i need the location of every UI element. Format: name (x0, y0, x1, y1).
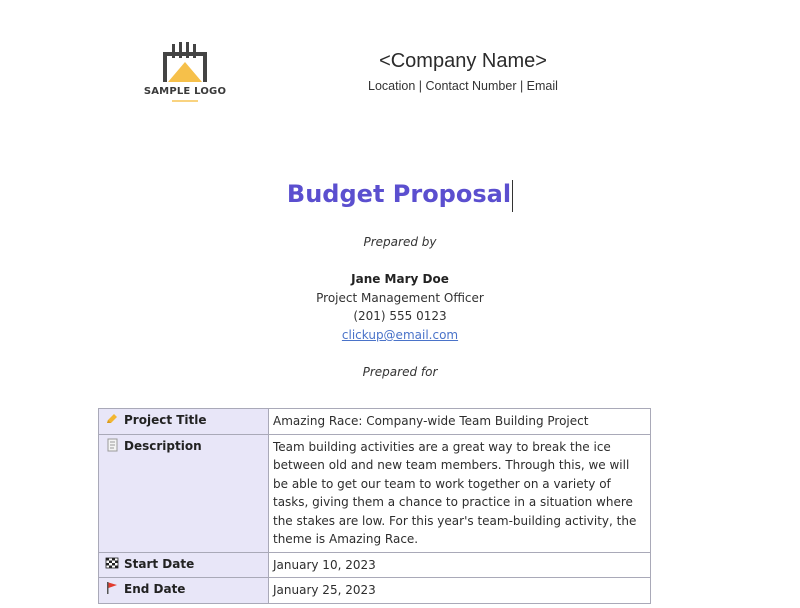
row-label-start-date: Start Date (124, 556, 195, 571)
row-label-project-title: Project Title (124, 413, 207, 427)
table-row (99, 578, 651, 604)
table-key-cell[interactable] (99, 552, 269, 578)
project-info-table (98, 408, 651, 604)
company-details[interactable]: Location | Contact Number | Email (368, 79, 558, 93)
table-key-cell[interactable] (99, 578, 269, 604)
title-row (0, 180, 800, 214)
document-header (0, 0, 800, 130)
logo-text: SAMPLE LOGO (143, 86, 227, 97)
logo-tagline (172, 100, 198, 102)
prepared-for-label[interactable]: Prepared for (362, 365, 438, 379)
row-value-project-title[interactable]: Amazing Race: Company-wide Team Building Project (269, 409, 651, 435)
company-block (340, 50, 586, 93)
table-row (99, 434, 651, 552)
preparer-email-link[interactable]: clickup@email.com (341, 328, 459, 342)
row-value-end-date[interactable]: January 25, 2023 (269, 578, 651, 604)
checkered-flag-icon (105, 556, 119, 570)
table-key-cell[interactable] (99, 409, 269, 435)
text-cursor (512, 180, 513, 212)
document-icon (105, 438, 119, 452)
preparer-role[interactable]: Project Management Officer (316, 291, 484, 305)
pencil-icon (105, 412, 119, 426)
row-label-end-date: End Date (124, 582, 186, 596)
company-name[interactable]: <Company Name> (379, 50, 547, 72)
row-label-description: Description (124, 438, 202, 453)
preparer-phone[interactable]: (201) 555 0123 (353, 309, 447, 323)
document-title[interactable]: Budget Proposal (286, 180, 512, 208)
table-key-cell[interactable] (99, 434, 269, 552)
row-value-description[interactable]: Team building activities are a great way to break the ice between old and new team members. Through this, we will be able to get our team to work together on a variety of tasks, giving them a chance to practice in a situation where the stakes are low. For this year's team-building activity, the theme is Amazing Race. (269, 434, 651, 552)
prepared-by-label[interactable]: Prepared by (363, 235, 437, 249)
red-flag-icon (105, 581, 119, 595)
row-value-start-date[interactable]: January 10, 2023 (269, 552, 651, 578)
company-logo (140, 40, 230, 110)
logo-graphic-icon (160, 40, 210, 84)
preparer-name[interactable]: Jane Mary Doe (351, 272, 449, 286)
table-row (99, 409, 651, 435)
table-row (99, 552, 651, 578)
